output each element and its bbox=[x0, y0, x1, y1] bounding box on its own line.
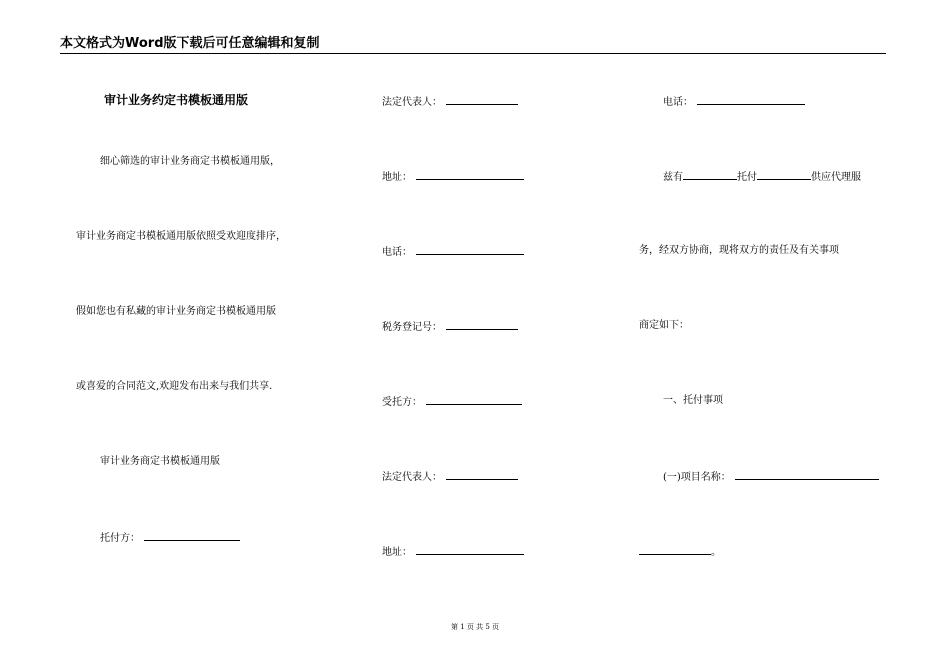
period-mark: 。 bbox=[711, 547, 721, 558]
project-name-blank-2 bbox=[639, 544, 711, 555]
phone-field-2 bbox=[663, 94, 805, 110]
phone-blank bbox=[416, 244, 524, 255]
project-name-continuation bbox=[639, 544, 721, 560]
legal-rep-blank-2 bbox=[446, 469, 518, 480]
header-text: 本文格式为Word版下载后可任意编辑和复制 bbox=[60, 36, 320, 51]
phone-label-2: 电话： bbox=[663, 97, 693, 108]
paragraph-line: 假如您也有私藏的审计业务商定书模板通用版 bbox=[76, 306, 276, 317]
document-title: 审计业务约定书模板通用版 bbox=[104, 93, 249, 107]
paragraph-line: 商定如下： bbox=[639, 320, 689, 331]
entrust-line bbox=[663, 169, 861, 185]
address-field-2 bbox=[382, 544, 524, 560]
entrust-text-b: 托付 bbox=[737, 172, 757, 183]
paragraph-line: 审计业务商定书模板通用版依照受欢迎度排序， bbox=[76, 231, 286, 242]
phone-field bbox=[382, 244, 524, 260]
section-heading: 一、托付事项 bbox=[663, 395, 723, 406]
tax-id-label: 税务登记号： bbox=[382, 322, 442, 333]
address-field bbox=[382, 169, 524, 185]
entrust-blank-2 bbox=[757, 169, 811, 180]
client-blank bbox=[144, 530, 240, 541]
project-name-label: (一)项目名称： bbox=[663, 472, 731, 483]
address-label: 地址： bbox=[382, 172, 412, 183]
legal-rep-field-2 bbox=[382, 469, 518, 485]
page-number: 第 1 页 共 5 页 bbox=[450, 623, 500, 631]
paragraph-line: 审计业务商定书模板通用版 bbox=[100, 456, 220, 467]
contractor-label: 受托方： bbox=[382, 397, 422, 408]
phone-label: 电话： bbox=[382, 247, 412, 258]
legal-rep-field bbox=[382, 94, 518, 110]
project-name-field bbox=[663, 469, 879, 485]
contractor-blank bbox=[426, 394, 522, 405]
project-name-blank bbox=[735, 469, 879, 480]
contractor-field bbox=[382, 394, 522, 410]
address-blank bbox=[416, 169, 524, 180]
document-header bbox=[60, 36, 886, 54]
client-field bbox=[100, 530, 240, 546]
paragraph-line: 或喜爱的合同范文,欢迎发布出来与我们共享. bbox=[76, 381, 273, 392]
legal-rep-label: 法定代表人： bbox=[382, 97, 442, 108]
entrust-text-c: 供应代理服 bbox=[811, 172, 861, 183]
address-label-2: 地址： bbox=[382, 547, 412, 558]
tax-id-blank bbox=[446, 319, 518, 330]
phone-blank-2 bbox=[697, 94, 805, 105]
entrust-blank-1 bbox=[683, 169, 737, 180]
paragraph-line: 务，经双方协商，现将双方的责任及有关事项 bbox=[639, 245, 839, 256]
paragraph-line: 细心筛选的审计业务商定书模板通用版， bbox=[100, 156, 280, 167]
client-label: 托付方： bbox=[100, 533, 140, 544]
legal-rep-label-2: 法定代表人： bbox=[382, 472, 442, 483]
entrust-text-a: 兹有 bbox=[663, 172, 683, 183]
legal-rep-blank bbox=[446, 94, 518, 105]
address-blank-2 bbox=[416, 544, 524, 555]
tax-id-field bbox=[382, 319, 518, 335]
